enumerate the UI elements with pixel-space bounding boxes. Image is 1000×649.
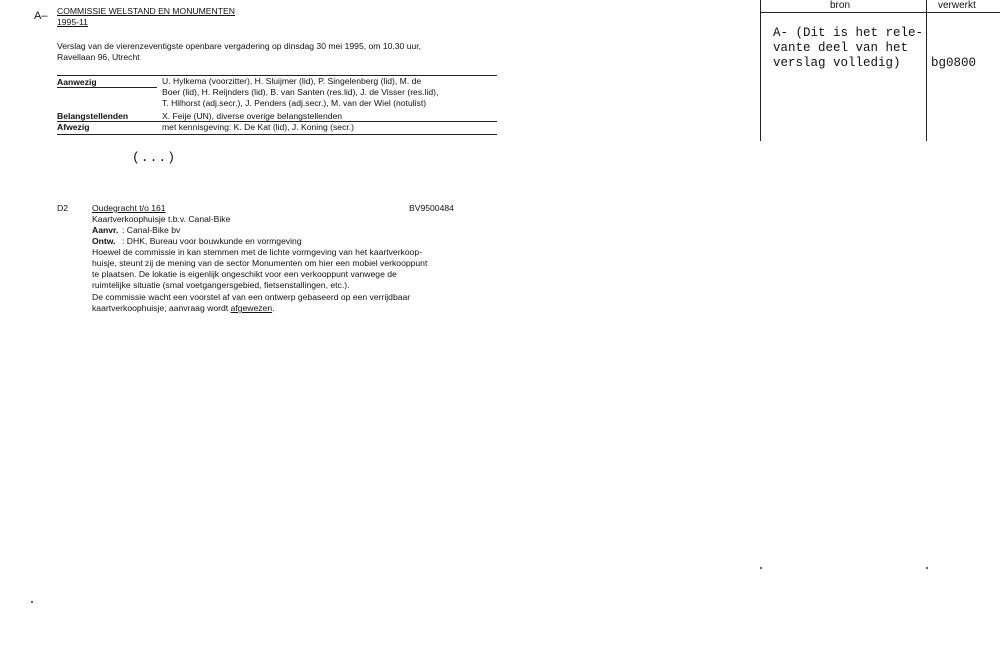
item-address: Oudegracht t/o 161 [92, 203, 166, 213]
verdict: afgewezen [230, 303, 273, 313]
applicant-text: : Canal-Bike bv [122, 225, 181, 235]
item-code: D2 [57, 203, 68, 213]
designer-label: Ontw. [92, 236, 116, 246]
present-line-2: Boer (lid), H. Reijnders (lid), B. van Santen (res.lid), J. de Visser (res.lid), [162, 87, 439, 97]
stakeholders-label: Belangstellenden [57, 111, 129, 121]
bron-note-line-3: verslag volledig) [773, 56, 901, 70]
body-line-1: Hoewel de commissie in kan stemmen met de lichte vormgeving van het kaartverkoop- [92, 247, 423, 257]
present-label-rule [57, 87, 157, 88]
body-line-6-suffix: . [272, 303, 275, 313]
body-line-5: De commissie wacht een voorstel af van een ontwerp gebaseerd op een verrijdbaar [92, 292, 411, 302]
bron-note-line-1: A- (Dit is het rele- [773, 26, 924, 40]
verwerkt-code: bg0800 [931, 56, 977, 70]
column-header-verwerkt: verwerkt [938, 0, 976, 11]
intro-line-2: Ravellaan 96, Utrecht [57, 52, 140, 62]
body-line-3: te plaatsen. De lokatie is eigenlijk ongeschikt voor een verkooppunt vanwege de [92, 269, 397, 279]
scan-speck [760, 567, 762, 569]
item-reference: BV9500484 [409, 203, 454, 213]
designer-text: : DHK, Bureau voor bouwkunde en vormgeving [122, 236, 302, 246]
body-line-4: ruimtelijke situatie (smal voetgangersgebied, fietsenstallingen, etc.). [92, 280, 350, 290]
absent-text: met kennisgeving: K. De Kat (lid), J. Koning (secr.) [162, 122, 355, 132]
item-subject: Kaartverkoophuisje t.b.v. Canal-Bike [92, 214, 231, 224]
margin-table-column-divider [926, 0, 927, 141]
margin-table-header-rule [760, 12, 1000, 13]
body-line-2: huisje, steunt zij de mening van de sector Monumenten om hier een mobiel verkooppunt [92, 258, 428, 268]
margin-table-left-border [760, 0, 761, 141]
body-line-6 [92, 303, 275, 314]
omission-ellipsis: (...) [132, 150, 177, 165]
scan-speck [31, 601, 33, 603]
committee-title: COMMISSIE WELSTAND EN MONUMENTEN [57, 6, 235, 16]
absent-label: Afwezig [57, 122, 90, 132]
intro-line-1: Verslag van de vierenzeventigste openbare vergadering op dinsdag 30 mei 1995, om 10.30 uur, [57, 41, 422, 51]
applicant-label: Aanvr. [92, 225, 119, 235]
scan-speck [926, 567, 928, 569]
attendance-bottom-rule [57, 134, 497, 135]
body-line-6-prefix: kaartverkoophuisje; aanvraag wordt [92, 303, 231, 313]
present-line-1: U. Hylkema (voorzitter), H. Sluijmer (lid), P. Singelenberg (lid), M. de [162, 76, 422, 86]
section-marker: A– [34, 10, 48, 22]
document-code: 1995-11 [57, 17, 88, 27]
present-label: Aanwezig [57, 77, 97, 87]
stakeholders-text: X. Feije (UN), diverse overige belangstellenden [162, 111, 343, 121]
column-header-bron: bron [830, 0, 851, 11]
bron-note-line-2: vante deel van het [773, 41, 909, 55]
present-line-3: T. Hilhorst (adj.secr.), J. Penders (adj.secr.), M. van der Wiel (notulist) [162, 98, 427, 108]
